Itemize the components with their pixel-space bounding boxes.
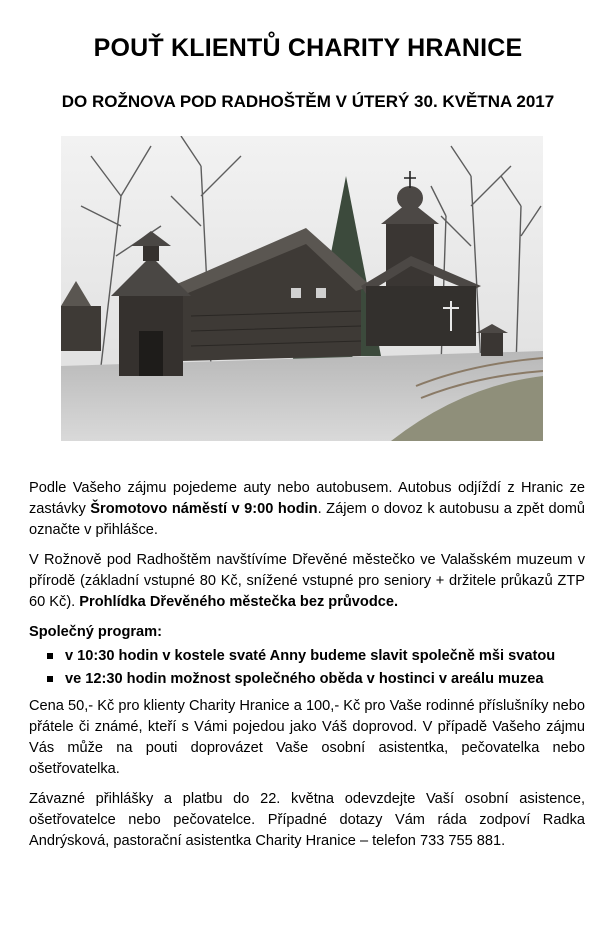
church-photo (61, 136, 543, 441)
transport-text: Podle Vašeho zájmu pojedeme auty nebo autobusem. Autobus odjíždí z Hranic ze zastávky (29, 480, 585, 517)
program-list (29, 646, 585, 690)
paragraph-visit (29, 550, 585, 613)
paragraph-price: Cena 50,- Kč pro klienty Charity Hranice a 100,- Kč pro Vaše rodinné příslušníky nebo přátele či známé, kteří s Vámi pojedou jako Váš doprovod. V případě Vašeho zájmu Vás může na pouti doprovázet Vaše osobní asistentka, pečovatelka nebo ošetřovatelka. (29, 698, 585, 777)
page-title: POUŤ KLIENTŮ CHARITY HRANICE (93, 34, 523, 62)
program-item: v 10:30 hodin v kostele svaté Anny budeme slavit společně mši svatou (47, 646, 585, 667)
tour-note: Prohlídka Dřevěného městečka bez průvodce. (79, 594, 399, 610)
program-item: ve 12:30 hodin možnost společného oběda v hostinci v areálu muzea (47, 669, 585, 690)
page-subtitle: DO ROŽNOVA POD RADHOŠTĚM V ÚTERÝ 30. KVĚTNA 2017 (61, 92, 555, 111)
transport-text-end: . Zájem o dovoz k autobusu a zpět domů označte v přihlášce. (29, 501, 585, 538)
departure-info: Šromotovo náměstí v 9:00 hodin (90, 501, 318, 517)
paragraph-transport (29, 478, 585, 541)
article-body (29, 478, 585, 861)
paragraph-registration: Závazné přihlášky a platbu do 22. května odevzdejte Vaší osobní asistence, ošetřovatelce nebo pečovatelce. Případné dotazy Vám ráda zodpoví Radka Andrýsková, pastorační asistentka Charity Hranice – telefon 733 755 881. (29, 791, 585, 849)
visit-text: V Rožnově pod Radhoštěm navštívíme Dřevěné městečko ve Valašském muzeum v přírodě (základní vstupné 80 Kč, snížené vstupné pro seniory + držitele průkazů ZTP 60 Kč). (29, 552, 585, 610)
program-label: Společný program: (29, 624, 162, 640)
